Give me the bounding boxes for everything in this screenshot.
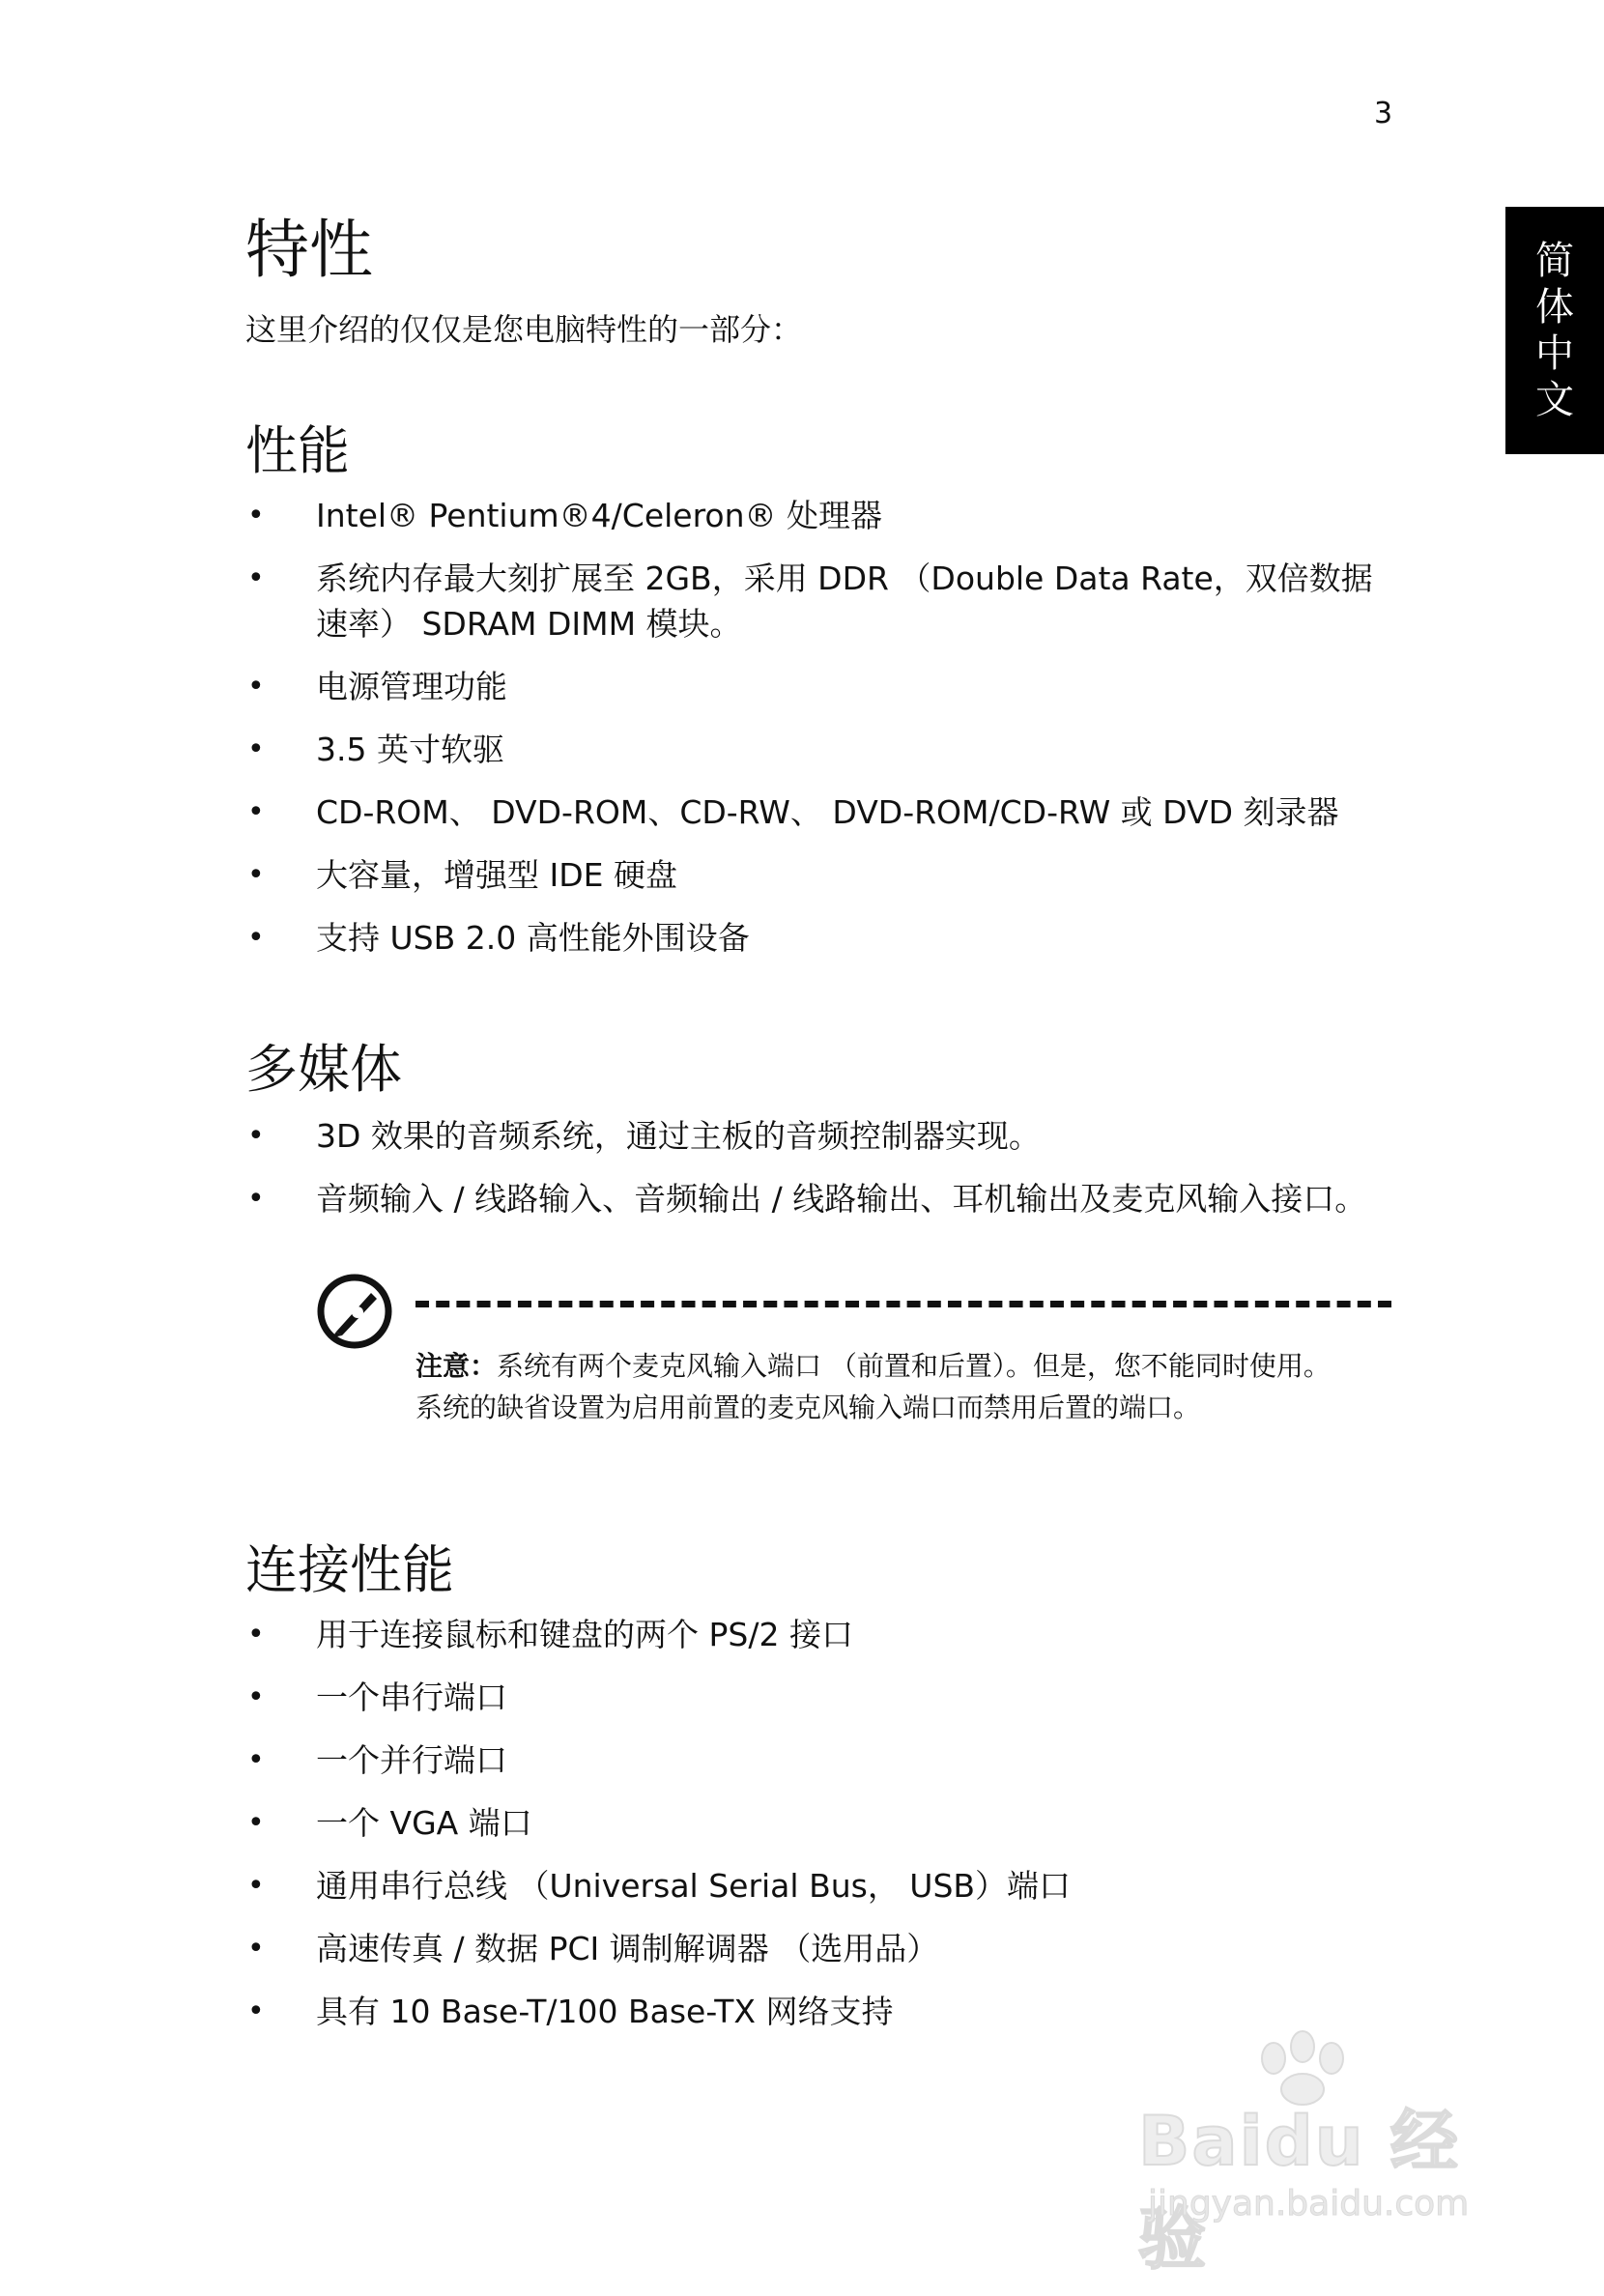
list-item: • 3.5 英寸软驱 bbox=[245, 727, 1395, 772]
list-item: • 一个并行端口 bbox=[245, 1737, 1395, 1783]
note-pen-icon bbox=[315, 1272, 394, 1351]
page-number: 3 bbox=[1374, 97, 1393, 130]
list-item: • 电源管理功能 bbox=[245, 664, 1395, 709]
watermark-url: jingyan.baidu.com bbox=[1148, 2184, 1470, 2224]
list-item: • 一个串行端口 bbox=[245, 1675, 1395, 1720]
list-item: • 大容量，增强型 IDE 硬盘 bbox=[245, 852, 1395, 898]
list-item: • 用于连接鼠标和键盘的两个 PS/2 接口 bbox=[245, 1612, 1395, 1657]
language-tab-char: 中 bbox=[1535, 331, 1574, 376]
connectivity-list bbox=[245, 1612, 1395, 2052]
section-heading-connectivity: 连接性能 bbox=[245, 1539, 454, 1600]
list-item: • 系统内存最大刻扩展至 2GB，采用 DDR （Double Data Rate，双倍数据速率） SDRAM DIMM 模块。 bbox=[245, 556, 1395, 646]
page-title: 特性 bbox=[245, 213, 373, 287]
baidu-watermark bbox=[1138, 2039, 1505, 2279]
list-item: • 3D 效果的音频系统，通过主板的音频控制器实现。 bbox=[245, 1113, 1395, 1159]
list-item: • 通用串行总线 （Universal Serial Bus， USB）端口 bbox=[245, 1863, 1395, 1909]
performance-list bbox=[245, 493, 1395, 978]
language-tab-char: 体 bbox=[1535, 285, 1574, 330]
list-item: • 音频输入 / 线路输入、音频输出 / 线路输出、耳机输出及麦克风输入接口。 bbox=[245, 1176, 1395, 1221]
intro-text: 这里介绍的仅仅是您电脑特性的一部分： bbox=[245, 311, 803, 348]
note-body: 系统有两个麦克风输入端口 （前置和后置）。但是，您不能同时使用。系统的缺省设置为启用前置的麦克风输入端口而禁用后置的端口。 bbox=[415, 1350, 1331, 1423]
list-item: • 具有 10 Base-T/100 Base-TX 网络支持 bbox=[245, 1989, 1395, 2034]
note-divider bbox=[415, 1301, 1391, 1307]
list-item: • 一个 VGA 端口 bbox=[245, 1800, 1395, 1846]
language-tab bbox=[1505, 207, 1604, 454]
list-item: • Intel® Pentium®4/Celeron® 处理器 bbox=[245, 493, 1395, 538]
multimedia-list bbox=[245, 1113, 1395, 1239]
note-box bbox=[315, 1272, 1397, 1465]
note-text bbox=[415, 1345, 1343, 1428]
watermark-brand: Baidu 经验 bbox=[1138, 2102, 1460, 2279]
section-heading-performance: 性能 bbox=[245, 420, 350, 481]
note-label: 注意： bbox=[415, 1350, 498, 1382]
list-item: • 支持 USB 2.0 高性能外围设备 bbox=[245, 915, 1395, 961]
language-tab-char: 文 bbox=[1535, 378, 1574, 422]
list-item: • 高速传真 / 数据 PCI 调制解调器 （选用品） bbox=[245, 1926, 1395, 1971]
language-tab-char: 简 bbox=[1535, 239, 1574, 283]
section-heading-multimedia: 多媒体 bbox=[245, 1039, 402, 1100]
list-item: • CD-ROM、 DVD-ROM、CD-RW、 DVD-ROM/CD-RW 或 DVD 刻录器 bbox=[245, 789, 1395, 835]
